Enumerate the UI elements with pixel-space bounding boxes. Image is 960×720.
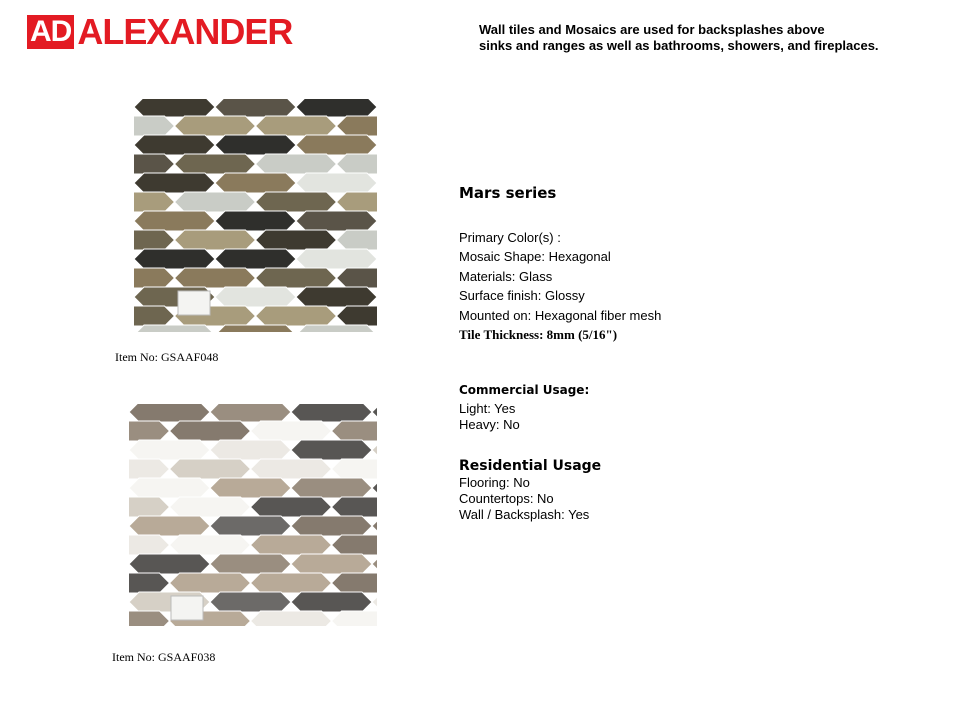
mosaic-tile [337,230,378,250]
mosaic-tile [210,592,291,612]
mosaic-tile [129,421,170,441]
mosaic-tile [296,135,377,155]
brand-logo-prefix: AD [27,15,74,49]
mosaic-tile [129,573,170,593]
mosaic-tile [251,459,332,479]
mosaic-tile [129,478,210,498]
mosaic-tile [129,516,210,536]
mosaic-tile [291,478,372,498]
residential-wall: Wall / Backsplash: Yes [459,507,590,522]
mosaic-tile [332,611,378,626]
mosaic-tile [134,325,215,332]
mosaic-tile [332,573,378,593]
mosaic-tile [134,192,175,212]
brand-logo-name: ALEXANDER [77,11,293,52]
mosaic-tile-image-gsaaf048 [134,99,377,332]
mosaic-tile [372,478,377,498]
mosaic-tile [134,268,175,288]
mosaic-tile [337,116,378,136]
mosaic-tile [215,173,296,193]
mosaic-tile [291,554,372,574]
mosaic-tile [129,497,170,517]
mosaic-tile [210,440,291,460]
mosaic-tile [296,325,377,332]
mosaic-tile [215,135,296,155]
mosaic-tile [337,268,378,288]
mosaic-tile [175,268,256,288]
residential-flooring: Flooring: No [459,475,530,490]
mosaic-tile [210,554,291,574]
spec-mounted: Mounted on: Hexagonal fiber mesh [459,307,662,323]
commercial-usage-list [459,401,520,433]
mosaic-tile [372,516,377,536]
spec-materials: Materials: Glass [459,268,553,284]
mosaic-tile [291,404,372,422]
mosaic-tile [170,497,251,517]
mosaic-tile [296,211,377,231]
mosaic-tile [134,116,175,136]
spec-list [459,228,661,344]
mosaic-tile [175,154,256,174]
series-title: Mars series [459,184,557,202]
mosaic-tile [210,516,291,536]
brand-logo [27,11,293,52]
mosaic-tile [129,554,210,574]
mosaic-tile [170,535,251,555]
item-number-gsaaf048: Item No: GSAAF048 [115,350,219,364]
mosaic-tile [256,116,337,136]
item-number-gsaaf038: Item No: GSAAF038 [112,650,216,664]
mosaic-tile [296,173,377,193]
mosaic-tile [170,421,251,441]
mosaic-tile [215,325,296,332]
mosaic-tile [134,173,215,193]
mosaic-tile [251,497,332,517]
intro-text [479,22,919,54]
mosaic-tile [296,287,377,307]
mosaic-tile [372,440,377,460]
mosaic-tile [337,154,378,174]
mosaic-tile [296,249,377,269]
mosaic-tile [215,99,296,117]
mosaic-tile [256,230,337,250]
mosaic-tile [129,440,210,460]
intro-line-1: Wall tiles and Mosaics are used for backsplashes above [479,22,825,37]
product-sticker-icon [171,596,203,620]
mosaic-tile [251,535,332,555]
mosaic-tile [215,287,296,307]
mosaic-tile [372,404,377,422]
mosaic-tile [129,459,170,479]
mosaic-tile [256,154,337,174]
product-sticker-icon [178,291,210,315]
mosaic-tile [251,573,332,593]
mosaic-tile [337,192,378,212]
mosaic-tile [134,99,215,117]
mosaic-tile [296,99,377,117]
mosaic-tile [170,459,251,479]
mosaic-tile [372,592,377,612]
mosaic-tile [256,306,337,326]
mosaic-tile [251,611,332,626]
mosaic-tile [332,535,378,555]
mosaic-tile [332,421,378,441]
mosaic-tile [337,306,378,326]
mosaic-tile [129,404,210,422]
mosaic-tile [256,192,337,212]
mosaic-tile [175,192,256,212]
mosaic-tile [134,230,175,250]
mosaic-tile [134,211,215,231]
mosaic-tile [215,249,296,269]
mosaic-tile [215,211,296,231]
mosaic-tile [134,154,175,174]
spec-primary-color: Primary Color(s) : [459,230,561,245]
residential-usage-list [459,475,589,523]
mosaic-tile [134,135,215,155]
commercial-usage-title: Commercial Usage: [459,383,590,397]
spec-thickness: Tile Thickness: 8mm (5/16") [459,327,618,343]
mosaic-tile [210,404,291,422]
spec-shape: Mosaic Shape: Hexagonal [459,249,611,265]
mosaic-tile [129,535,170,555]
mosaic-tile [175,116,256,136]
mosaic-tile [332,459,378,479]
mosaic-tile [251,421,332,441]
mosaic-tile [291,592,372,612]
mosaic-tile [210,478,291,498]
mosaic-tile [372,554,377,574]
commercial-light: Light: Yes [459,401,516,416]
mosaic-tile [256,268,337,288]
mosaic-tile [175,230,256,250]
mosaic-tile [291,516,372,536]
spec-finish: Surface finish: Glossy [459,288,585,304]
residential-countertops: Countertops: No [459,491,554,506]
mosaic-tile [332,497,378,517]
commercial-heavy: Heavy: No [459,417,520,432]
mosaic-tile [134,306,175,326]
mosaic-tile [129,611,170,626]
intro-line-2: sinks and ranges as well as bathrooms, showers, and fireplaces. [479,38,879,53]
mosaic-tile [134,249,215,269]
mosaic-tile [170,573,251,593]
residential-usage-title: Residential Usage [459,458,602,474]
mosaic-tile [291,440,372,460]
mosaic-tile-image-gsaaf038 [129,404,377,626]
